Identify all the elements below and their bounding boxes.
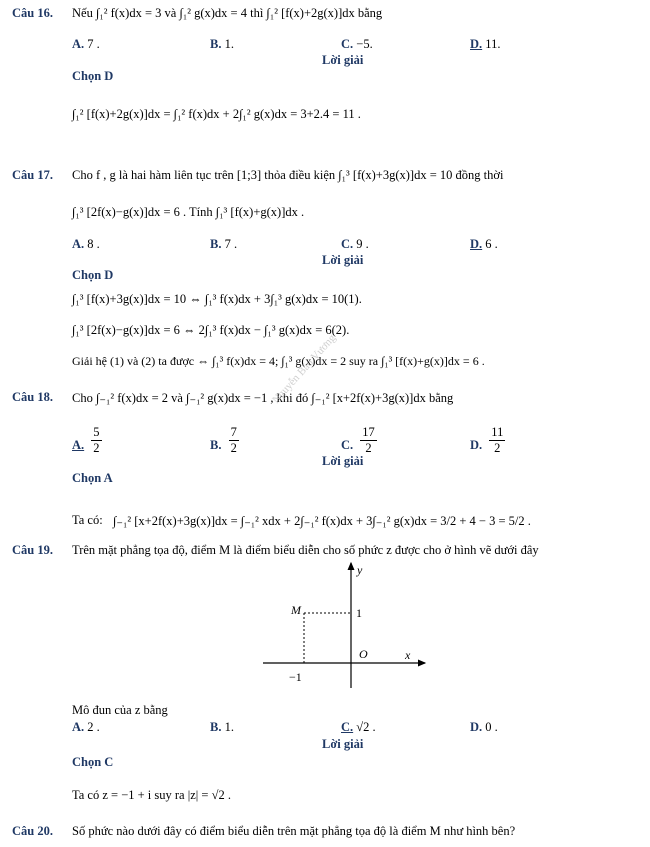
- question-label-18: Câu 18.: [12, 390, 53, 404]
- option-text: 11.: [485, 37, 501, 51]
- fraction-denominator: 2: [230, 441, 237, 455]
- option-letter: D.: [470, 237, 483, 251]
- solution-heading: Lời giải: [322, 737, 364, 751]
- question-label-17: Câu 17.: [12, 168, 53, 182]
- solution-line: Ta có z = −1 + i suy ra |z| = √2 .: [72, 788, 231, 802]
- origin-label: O: [359, 647, 368, 661]
- option-text: −5.: [356, 37, 373, 51]
- chosen-answer: Chọn D: [72, 268, 114, 282]
- q18-option-b: [210, 425, 239, 456]
- q19-option-c: [341, 720, 376, 735]
- question-20-stem: Số phức nào dưới đây có điểm biểu diễn trên mặt phẳng tọa độ là điểm M như hình bên?: [72, 824, 516, 838]
- option-letter: A.: [72, 37, 85, 51]
- option-letter: B.: [210, 438, 222, 453]
- fraction-denominator: 2: [93, 441, 100, 455]
- q19-option-d: [470, 720, 498, 735]
- option-letter: A.: [72, 720, 85, 734]
- solution-line-1: ∫₁³ [f(x)+3g(x)]dx = 10 ⇔ ∫₁³ f(x)dx + 3∫₁³ g(x)dx = 10(1).: [72, 292, 362, 306]
- option-text: 2 .: [87, 720, 100, 734]
- option-letter: B.: [210, 37, 222, 51]
- question-label-16: Câu 16.: [12, 6, 53, 20]
- q18-option-a: [72, 425, 102, 456]
- fraction-numerator: 5: [93, 425, 100, 439]
- fraction-numerator: 17: [362, 425, 375, 439]
- option-letter: A.: [72, 237, 85, 251]
- solution-heading: Lời giải: [322, 53, 364, 67]
- chosen-answer: Chọn D: [72, 69, 114, 83]
- solution-prefix: Ta có:: [72, 513, 103, 527]
- question-label-19: Câu 19.: [12, 543, 53, 557]
- q18-option-c: [341, 425, 377, 456]
- option-text: 1.: [224, 37, 234, 51]
- q16-option-c: [341, 37, 373, 52]
- solution-line-3: Giải hệ (1) và (2) ta được ⇔ ∫₁³ f(x)dx = 4; ∫₁³ g(x)dx = 2 suy ra ∫₁³ [f(x)+g(x)]dx = 6 .: [72, 354, 485, 368]
- q17-option-c: [341, 237, 369, 252]
- q17-option-a: [72, 237, 100, 252]
- solution-line: ∫₁² [f(x)+2g(x)]dx = ∫₁² f(x)dx + 2∫₁² g(x)dx = 3+2.4 = 11 .: [72, 107, 361, 121]
- question-19-prompt: Mô đun của z bằng: [72, 703, 168, 717]
- q19-option-a: [72, 720, 100, 735]
- fraction-denominator: 2: [494, 441, 501, 455]
- fraction-numerator: 11: [491, 425, 504, 439]
- option-text: √2 .: [356, 720, 376, 734]
- option-text: 6 .: [485, 237, 498, 251]
- watermark: Nguyễn Bảo Vương: [270, 332, 339, 407]
- option-letter: D.: [470, 438, 483, 453]
- option-letter: B.: [210, 720, 222, 734]
- option-letter: C.: [341, 438, 354, 453]
- option-text: 0 .: [485, 720, 498, 734]
- q18-option-d: [470, 425, 505, 456]
- fraction-denominator: 2: [365, 441, 372, 455]
- solution-line: ∫₋₁² [x+2f(x)+3g(x)]dx = ∫₋₁² xdx + 2∫₋₁² f(x)dx + 3∫₋₁² g(x)dx = 3/2 + 4 − 3 = 5/2 .: [113, 514, 531, 528]
- question-19-stem: Trên mặt phẳng tọa độ, điểm M là điểm biểu diễn cho số phức z được cho ở hình vẽ dưới đây: [72, 543, 539, 557]
- complex-plane-figure: [255, 560, 430, 690]
- option-letter: B.: [210, 237, 222, 251]
- option-text: 9 .: [356, 237, 369, 251]
- point-m-label: M: [291, 603, 301, 617]
- question-17-stem-line1: Cho f , g là hai hàm liên tục trên [1;3] thỏa điều kiện ∫₁³ [f(x)+3g(x)]dx = 10 đồng thời: [72, 168, 504, 182]
- question-16-stem: Nếu ∫₁² f(x)dx = 3 và ∫₁² g(x)dx = 4 thì ∫₁² [f(x)+2g(x)]dx bằng: [72, 6, 383, 20]
- y-axis-label: y: [357, 563, 363, 577]
- solution-heading: Lời giải: [322, 454, 364, 468]
- option-letter: D.: [470, 37, 483, 51]
- q17-option-b: [210, 237, 237, 252]
- option-letter: A.: [72, 438, 85, 453]
- fraction-numerator: 7: [230, 425, 237, 439]
- tick-x-label: −1: [289, 670, 302, 684]
- question-label-20: Câu 20.: [12, 824, 53, 838]
- q16-option-b: [210, 37, 234, 52]
- option-letter: C.: [341, 37, 354, 51]
- q16-option-a: [72, 37, 100, 52]
- solution-line-2: ∫₁³ [2f(x)−g(x)]dx = 6 ⇔ 2∫₁³ f(x)dx − ∫₁³ g(x)dx = 6(2).: [72, 323, 350, 337]
- x-axis-label: x: [405, 648, 411, 662]
- option-text: 7 .: [224, 237, 238, 251]
- option-text: 7 .: [87, 37, 100, 51]
- q16-option-d: [470, 37, 500, 52]
- option-text: 1.: [224, 720, 234, 734]
- option-letter: C.: [341, 237, 354, 251]
- option-letter: C.: [341, 720, 354, 734]
- q17-option-d: [470, 237, 498, 252]
- chosen-answer: Chọn A: [72, 471, 113, 485]
- chosen-answer: Chọn C: [72, 755, 114, 769]
- q19-option-b: [210, 720, 234, 735]
- solution-heading: Lời giải: [322, 253, 364, 267]
- tick-y-label: 1: [356, 606, 362, 620]
- question-17-stem-line2: ∫₁³ [2f(x)−g(x)]dx = 6 . Tính ∫₁³ [f(x)+g(x)]dx .: [72, 205, 305, 219]
- question-18-stem: Cho ∫₋₁² f(x)dx = 2 và ∫₋₁² g(x)dx = −1 , khi đó ∫₋₁² [x+2f(x)+3g(x)]dx bằng: [72, 391, 454, 405]
- option-letter: D.: [470, 720, 483, 734]
- option-text: 8 .: [87, 237, 100, 251]
